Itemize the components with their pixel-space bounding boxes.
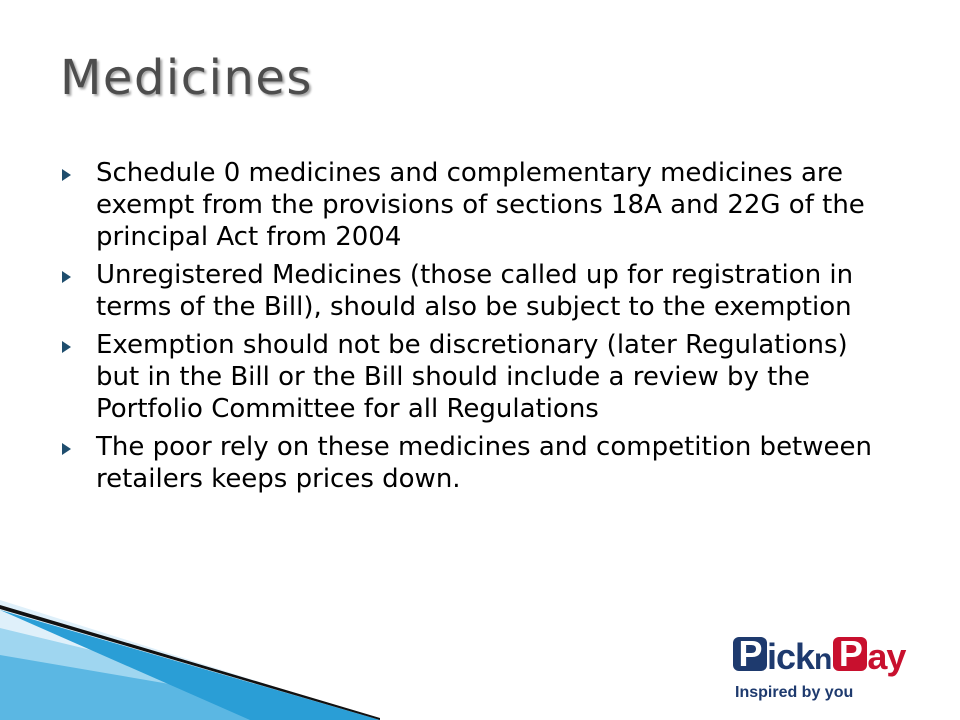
bullet-text: Unregistered Medicines (those called up for registration in terms of the Bill), should also be subject to the exemption: [96, 260, 854, 322]
triangle-bullet-icon: [62, 443, 71, 455]
logo-wordmark: P ickn P ay: [733, 637, 933, 677]
slide-title: Medicines: [60, 50, 313, 106]
bullet-text: Exemption should not be discretionary (later Regulations) but in the Bill or the Bill should include a review by the Portfolio Committee for all Regulations: [96, 330, 848, 424]
bullet-list: [62, 157, 892, 501]
bullet-item: [62, 431, 892, 495]
bullet-text: The poor rely on these medicines and competition between retailers keeps prices down.: [96, 432, 872, 494]
bullet-text: Schedule 0 medicines and complementary medicines are exempt from the provisions of sections 18A and 22G of the principal Act from 2004: [96, 158, 865, 252]
triangle-bullet-icon: [62, 341, 71, 353]
logo-tagline: Inspired by you: [735, 684, 854, 701]
bullet-item: [62, 329, 892, 425]
triangle-bullet-icon: [62, 271, 71, 283]
decorative-swoosh: [0, 600, 380, 720]
triangle-bullet-icon: [62, 169, 71, 181]
pick-n-pay-logo: [733, 633, 933, 712]
bullet-item: [62, 259, 892, 323]
bullet-item: [62, 157, 892, 253]
